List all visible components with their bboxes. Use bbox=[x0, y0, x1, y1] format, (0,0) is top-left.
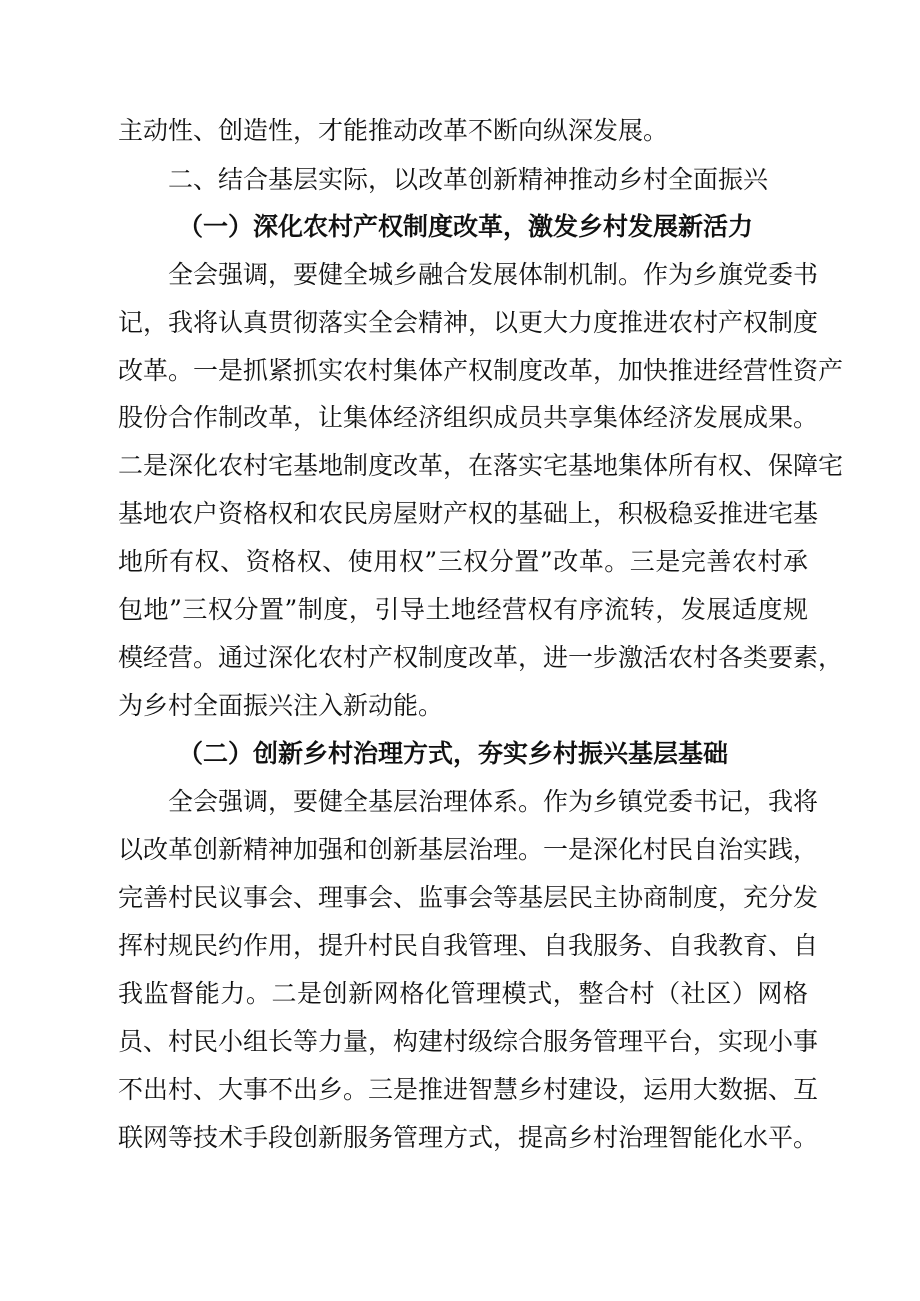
paragraph-line: 员、村民小组长等力量，构建村级综合服务管理平台，实现小事 bbox=[118, 1027, 819, 1056]
paragraph-line: 包地”三权分置”制度，引导土地经营权有序流转，发展适度规 bbox=[118, 595, 808, 624]
paragraph-line: 挥村规民约作用，提升村民自我管理、自我服务、自我教育、自 bbox=[118, 931, 819, 960]
paragraph-line: 联网等技术手段创新服务管理方式，提高乡村治理智能化水平。 bbox=[118, 1123, 819, 1152]
paragraph-line: 为乡村全面振兴注入新动能。 bbox=[118, 691, 444, 720]
paragraph-line: 完善村民议事会、理事会、监事会等基层民主协商制度，充分发 bbox=[118, 883, 819, 912]
paragraph-line: 基地农户资格权和农民房屋财产权的基础上，积极稳妥推进宅基 bbox=[118, 499, 819, 528]
paragraph-line: 全会强调，要健全城乡融合发展体制机制。作为乡旗党委书 bbox=[118, 260, 819, 289]
paragraph-line: 二是深化农村宅基地制度改革，在落实宅基地集体所有权、保障宅 bbox=[118, 451, 844, 480]
paragraph-line: 我监督能力。二是创新网格化管理模式，整合村（社区）网格 bbox=[118, 979, 808, 1008]
paragraph-line: 模经营。通过深化农村产权制度改革，进一步激活农村各类要素， bbox=[118, 643, 844, 672]
subsection-2-heading: （二）创新乡村治理方式，夯实乡村振兴基层基础 bbox=[178, 739, 729, 768]
paragraph-line: 全会强调，要健全基层治理体系。作为乡镇党委书记，我将 bbox=[118, 787, 819, 816]
paragraph-line: 改革。一是抓紧抓实农村集体产权制度改革，加快推进经营性资产 bbox=[118, 356, 844, 385]
paragraph-line: 以改革创新精神加强和创新基层治理。一是深化村民自治实践， bbox=[118, 835, 819, 864]
intro-line: 主动性、创造性，才能推动改革不断向纵深发展。 bbox=[118, 116, 669, 145]
paragraph-line: 不出村、大事不出乡。三是推进智慧乡村建设，运用大数据、互 bbox=[118, 1075, 819, 1104]
paragraph-line: 地所有权、资格权、使用权”三权分置”改革。三是完善农村承 bbox=[118, 547, 808, 576]
paragraph-line: 记，我将认真贯彻落实全会精神，以更大力度推进农村产权制度 bbox=[118, 308, 819, 337]
subsection-1-heading: （一）深化农村产权制度改革，激发乡村发展新活力 bbox=[178, 212, 754, 241]
paragraph-line: 股份合作制改革，让集体经济组织成员共享集体经济发展成果。 bbox=[118, 403, 819, 432]
section-heading: 二、结合基层实际，以改革创新精神推动乡村全面振兴 bbox=[168, 165, 769, 194]
